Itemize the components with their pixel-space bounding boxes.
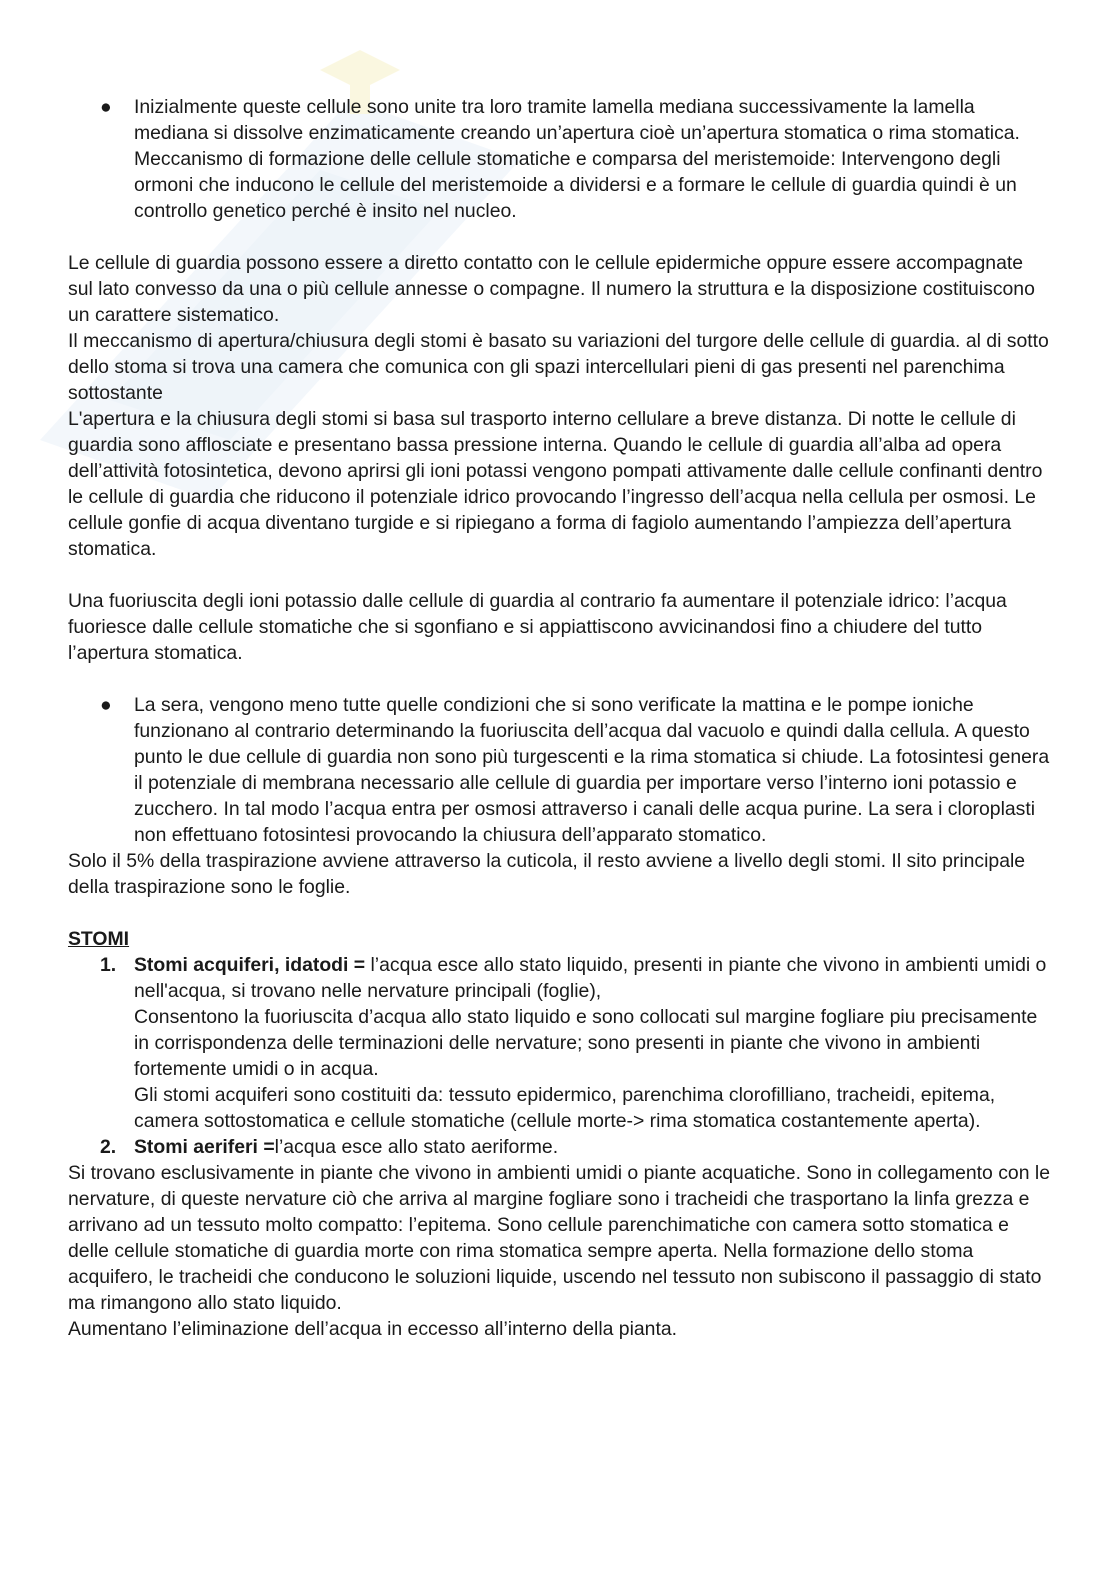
- paragraph: Il meccanismo di apertura/chiusura degli stomi è basato su variazioni del turgore delle cellule di guardia. al di sotto dello stoma si trova una camera che comunica con gli spazi intercellulari pieni di gas presenti nel parenchima sottostante: [68, 330, 1049, 404]
- bullet-text: La sera, vengono meno tutte quelle condizioni che si sono verificate la mattina e le pompe ioniche funzionano al contrario determinando la fuoriuscita dell’acqua dal vacuolo e quindi dalla cellula. A questo punto le due cellule di guardia non sono più turgescenti e la rima stomatica si chiude. La fotosintesi genera il potenziale di membrana necessario alle cellule di guardia per importare verso l’interno ioni potassio e zucchero. In tal modo l’acqua entra per osmosi attraverso i canali delle acqua purine. La sera i cloroplasti non effettuano fotosintesi provocando la chiusura dell’apparato stomatico.: [134, 694, 1050, 846]
- document-page: [68, 94, 1053, 1342]
- paragraph: Aumentano l’eliminazione dell’acqua in eccesso all’interno della pianta.: [68, 1318, 678, 1340]
- item-body: l’acqua esce allo stato aeriforme.: [274, 1136, 559, 1158]
- list-item: [68, 94, 1053, 224]
- numbered-item: [68, 1134, 1053, 1160]
- item-text: Gli stomi acquiferi sono costituiti da: tessuto epidermico, parenchima clorofilliano, tracheidi, epitema, camera sottostomatica e cellule stomatiche (cellule morte-> rima stomatica costantemente aperta).: [134, 1084, 996, 1132]
- item-body: l’acqua esce allo stato liquido, presenti in piante che vivono in ambienti umidi o nell'acqua, si trovano nelle nervature principali (foglie),: [134, 954, 1047, 1002]
- bullet-icon: ●: [100, 96, 112, 118]
- item-title: Stomi aeriferi =: [134, 1136, 275, 1158]
- item-text: Consentono la fuoriuscita d’acqua allo stato liquido e sono collocati sul margine fogliare piu precisamente in corrispondenza delle terminazioni delle nervature; sono presenti in piante che vivono in ambienti fortemente umidi o in acqua.: [134, 1006, 1038, 1080]
- paragraph: Le cellule di guardia possono essere a diretto contatto con le cellule epidermiche oppure essere accompagnate sul lato convesso da una o più cellule annesse o compagne. Il numero la struttura e la disposizione costituiscono un carattere sistematico.: [68, 252, 1035, 326]
- item-text: [134, 952, 1053, 1004]
- section-heading: STOMI: [68, 928, 130, 950]
- paragraph: Una fuoriuscita degli ioni potassio dalle cellule di guardia al contrario fa aumentare il potenziale idrico: l’acqua fuoriesce dalle cellule stomatiche che si sgonfiano e si appiattiscono avvicinandosi fino a chiudere del tutto l’apertura stomatica.: [68, 590, 1007, 664]
- list-item: [68, 692, 1053, 848]
- item-number: 1.: [100, 954, 117, 976]
- item-number: 2.: [100, 1136, 117, 1158]
- item-text: [134, 1134, 1053, 1160]
- bullet-icon: ●: [100, 694, 112, 716]
- bullet-text: Inizialmente queste cellule sono unite tra loro tramite lamella mediana successivamente la lamella mediana si dissolve enzimaticamente creando un’apertura cioè un’apertura stomatica o rima stomatica. Meccanismo di formazione delle cellule stomatiche e comparsa del meristemoide: Intervengono degli ormoni che inducono le cellule del meristemoide a dividersi e a formare le cellule di guardia quindi è un controllo genetico perché è insito nel nucleo.: [134, 96, 1020, 222]
- numbered-item: [68, 952, 1053, 1134]
- paragraph: Si trovano esclusivamente in piante che vivono in ambienti umidi o piante acquatiche. Sono in collegamento con le nervature, di queste nervature ciò che arriva al margine fogliare sono i tracheidi che trasportano la linfa grezza e arrivano ad un tessuto molto compatto: l’epitema. Sono cellule parenchimatiche con camera sotto stomatica e delle cellule stomatiche di guardia morte con rima stomatica sempre aperta. Nella formazione dello stoma acquifero, le tracheidi che conducono le soluzioni liquide, uscendo nel tessuto non subiscono il passaggio di stato ma rimangono allo stato liquido.: [68, 1162, 1050, 1314]
- paragraph: L'apertura e la chiusura degli stomi si basa sul trasporto interno cellulare a breve distanza. Di notte le cellule di guardia sono afflosciate e presentano bassa pressione interna. Quando le cellule di guardia all’alba ad opera dell’attività fotosintetica, devono aprirsi gli ioni potassi vengono pompati attivamente dalle cellule confinanti dentro le cellule di guardia che riducono il potenziale idrico provocando l’ingresso dell’acqua nella cellula per osmosi. Le cellule gonfie di acqua diventano turgide e si ripiegano a forma di fagiolo aumentando l’ampiezza dell’apertura stomatica.: [68, 408, 1043, 560]
- paragraph: Solo il 5% della traspirazione avviene attraverso la cuticola, il resto avviene a livello degli stomi. Il sito principale della traspirazione sono le foglie.: [68, 850, 1026, 898]
- item-title: Stomi acquiferi, idatodi =: [134, 954, 366, 976]
